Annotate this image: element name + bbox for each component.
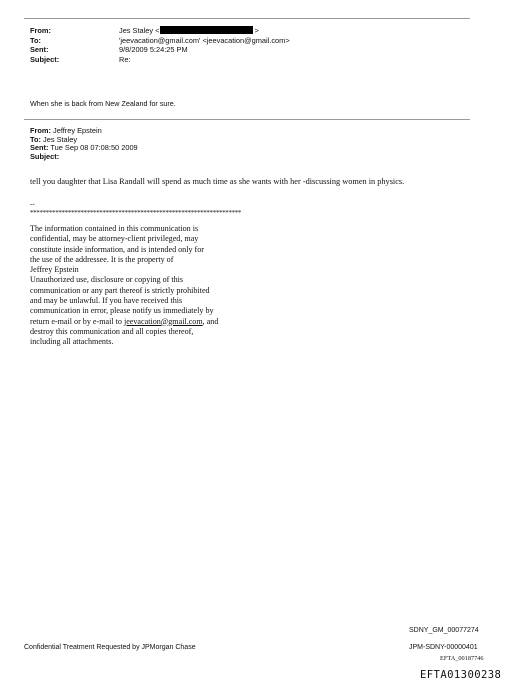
orig-from-value: Jeffrey Epstein [53, 126, 102, 135]
orig-from-label: From: [30, 126, 51, 135]
disclaimer-line-email [30, 317, 218, 327]
orig-sent-label: Sent: [30, 143, 49, 153]
disclaimer-text: , and [202, 316, 219, 326]
original-header [30, 127, 138, 161]
to-value: 'jeevacation@gmail.com' <jeevacation@gmail.com> [119, 35, 290, 45]
orig-to-label: To: [30, 134, 41, 144]
disclaimer-line: the use of the addressee. It is the property of [30, 254, 174, 264]
efta-number-small: EFTA_00187746 [440, 655, 484, 662]
disclaimer-line: Jeffrey Epstein [30, 265, 79, 275]
disclaimer-line: destroy this communication and all copies thereof, [30, 326, 194, 336]
from-name: Jes Staley < [119, 26, 160, 35]
disclaimer-text: return e-mail or by e-mail to [30, 316, 124, 326]
disclaimer-line: communication or any part thereof is strictly prohibited [30, 285, 210, 295]
sent-value: 9/8/2009 5:24:25 PM [119, 45, 188, 55]
from-value [119, 26, 259, 36]
reply-body: When she is back from New Zealand for sure. [30, 99, 176, 108]
top-rule [24, 18, 470, 19]
confidential-notice: Confidential Treatment Requested by JPMorgan Chase [24, 644, 196, 651]
email-link[interactable]: jeevacation@gmail.com [123, 316, 203, 326]
subject-label: Subject: [30, 54, 60, 64]
disclaimer-line: communication in error, please notify us immediately by [30, 306, 214, 316]
message-body: tell you daughter that Lisa Randall will spend as much time as she wants with her -discussing women in physics. [30, 177, 405, 186]
orig-subject-label: Subject: [30, 151, 60, 161]
disclaimer-line: Unauthorized use, disclosure or copying of this [30, 275, 184, 285]
disclaimer-line: confidential, may be attorney-client privileged, may [30, 234, 199, 244]
subject-value: Re: [119, 54, 131, 64]
from-label: From: [30, 26, 51, 35]
disclaimer-line: The information contained in this communication is [30, 224, 199, 233]
orig-to-value: Jes Staley [43, 134, 78, 144]
disclaimer [30, 224, 218, 348]
middle-rule [24, 119, 470, 120]
disclaimer-line: including all attachments. [30, 337, 114, 347]
separator-stars: ******************************************************************* [30, 209, 242, 217]
efta-number: EFTA01300238 [420, 669, 502, 681]
disclaimer-line: constitute inside information, and is intended only for [30, 244, 204, 254]
reply-header [30, 26, 290, 64]
from-close: > [254, 26, 259, 35]
bates-number-sdny: SDNY_GM_00077274 [409, 627, 479, 634]
disclaimer-line: and may be unlawful. If you have received this [30, 296, 183, 306]
orig-sent-value: Tue Sep 08 07:08:50 2009 [50, 143, 138, 153]
redaction-block [160, 26, 253, 34]
to-label: To: [30, 35, 41, 45]
bates-number-jpm: JPM-SDNY-00000401 [409, 644, 478, 651]
sent-label: Sent: [30, 45, 49, 55]
signature-dash: -- [30, 200, 35, 208]
